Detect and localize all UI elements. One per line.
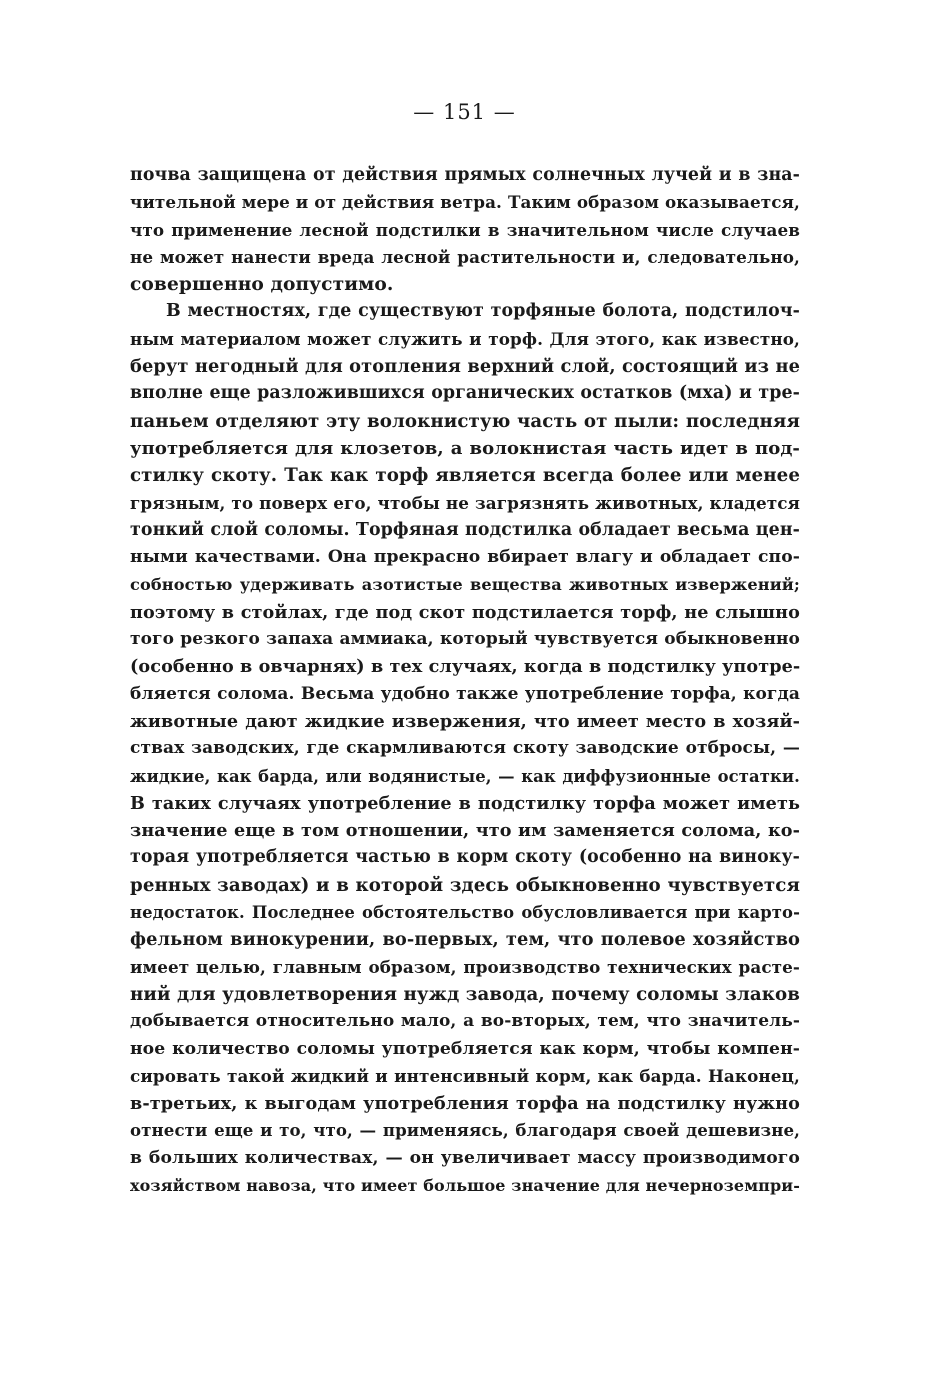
text-line: не может нанести вреда лесной растительности и, следовательно, <box>130 246 800 267</box>
text-line: ными качествами. Она прекрасно вбирает влагу и обладает спо- <box>130 547 800 568</box>
text-line: почва защищена от действия прямых солнечных лучей и в зна- <box>130 165 800 185</box>
text-line: торая употребляется частью в корм скоту (особенно на винoку- <box>130 847 800 868</box>
text-line: в-третьих, к выгодам употребления торфа на подстилку нужно <box>130 1093 800 1115</box>
text-line: грязным, то поверх его, чтобы не загрязнять животных, кладется <box>130 492 801 513</box>
text-line: вполне еще разложившихся органических остатков (мха) и тре- <box>130 383 800 404</box>
text-line: ренных заводах) и в которой здесь обыкновенно чувствуется <box>130 874 800 896</box>
text-line: того резкого запаха аммиака, который чувствуется обыкновенно <box>130 629 800 650</box>
text-line: поэтому в стойлах, где под скот подстилается торф, не слышно <box>130 601 800 623</box>
page-number: — 151 — <box>413 100 516 124</box>
text-line: имеет целью, главным образом, производство технических расте- <box>130 956 800 977</box>
text-line: употребляется для клозетов, а волокнистая часть идет в под- <box>130 437 800 459</box>
text-line: тонкий слой соломы. Торфяная подстилка обладает весьма цен- <box>130 519 800 540</box>
body-text <box>130 162 800 1199</box>
text-line: ным материалом может служить и торф. Для этого, как известно, <box>130 328 800 349</box>
text-line: стилку скоту. Так как торф является всегда более или менее <box>130 465 800 487</box>
text-line: отнести еще и то, что, — применяясь, благодаря своей дешевизне, <box>130 1120 800 1141</box>
text-line: недостаток. Последнее обстоятельство обусловливается при карто- <box>130 903 800 923</box>
text-line: берут негодный для отопления верхний слой, состоящий из не <box>130 356 800 378</box>
text-line: (особенно в овчарнях) в тех случаях, когда в подстилку употре- <box>130 656 801 678</box>
text-line: в больших количествах, — он увеличивает массу производимого <box>130 1147 800 1168</box>
text-line: чительной мере и от действия ветра. Таким образом оказывается, <box>130 192 800 213</box>
text-line: собностью удерживать азотистые вещества животных извержений; <box>130 575 800 595</box>
text-line: добывается относительно мало, а во-вторых, тем, что значитель- <box>130 1011 800 1032</box>
text-line: что применение лесной подстилки в значительном числе случаев <box>130 219 800 240</box>
text-line: ствах заводских, где скармливаются скоту заводские отбросы, — <box>130 738 800 759</box>
text-line: В таких случаях употребление в подстилку торфа может иметь <box>130 792 800 814</box>
text-line: животные дают жидкие извержения, что имеет место в хозяй- <box>130 710 800 732</box>
text-line: ное количество соломы употребляется как корм, чтобы компен- <box>130 1038 800 1059</box>
text-line: В местностях, где существуют торфяные болота, подстилоч- <box>166 301 800 322</box>
text-line: фельном винокурении, во-первых, тем, что полевое хозяйство <box>130 929 800 951</box>
text-line: совершенно допустимо. <box>130 274 394 296</box>
text-line: бляется солома. Весьма удобно также употребление торфа, когда <box>130 683 800 704</box>
text-line: хозяйством навоза, что имеет большое значение для нечерноземпри- <box>130 1175 800 1195</box>
text-line: ний для удовлетворения нужд завода, почему соломы злаков <box>130 983 801 1005</box>
text-line: значение еще в том отношении, что им заменяется солома, ко- <box>130 820 800 842</box>
text-line: жидкие, как барда, или водянистые, — как диффузионные остатки. <box>130 766 800 786</box>
text-line: паньем отделяют эту волокнистую часть от пыли: последняя <box>130 410 800 432</box>
text-line: сировать такой жидкий и интенсивный корм, как барда. Наконец, <box>130 1065 800 1086</box>
